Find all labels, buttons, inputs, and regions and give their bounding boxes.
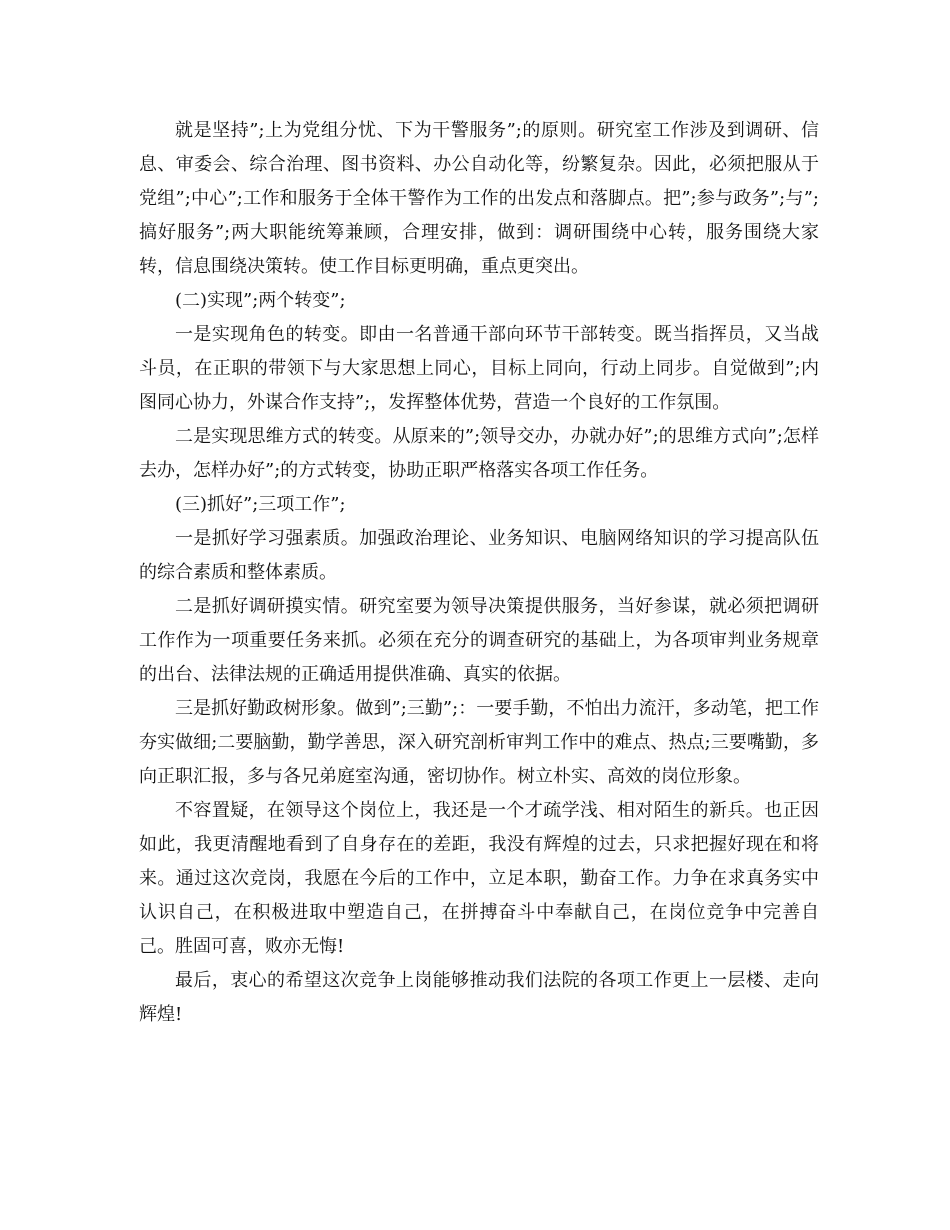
heading-two-transformations: (二)实现”;两个转变”; [175, 290, 346, 311]
paragraph-self-assessment: 不容置疑，在领导这个岗位上，我还是一个才疏学浅、相对陌生的新兵。也正因如此，我更清醒地看到了自身存在的差距，我没有辉煌的过去，只求把握好现在和将来。通过这次竞岗，我愿在今后的工作中，立足本职，勤奋工作。力争在求真务实中认识自己，在积极进取中塑造自己，在拼搏奋斗中奉献自己，在岗位竞争中完善自己。胜固可喜，败亦无悔! [139, 800, 819, 957]
paragraph-thinking-transformation: 二是实现思维方式的转变。从原来的”;领导交办，办就办好”;的思维方式向”;怎样去办，怎样办好”;的方式转变，协助正职严格落实各项工作任务。 [139, 426, 819, 481]
paragraph-closing: 最后，衷心的希望这次竞争上岗能够推动我们法院的各项工作更上一层楼、走向辉煌! [139, 970, 819, 1025]
paragraph-diligence: 三是抓好勤政树形象。做到”;三勤”;：一要手勤，不怕出力流汗，多动笔，把工作夯实做细;二要脑勤，勤学善思，深入研究剖析审判工作中的难点、热点;三要嘴勤，多向正职汇报，多与各兄弟庭室沟通，密切协作。树立朴实、高效的岗位形象。 [139, 698, 819, 787]
paragraph-principle: 就是坚持”;上为党组分忧、下为干警服务”;的原则。研究室工作涉及到调研、信息、审委会、综合治理、图书资料、办公自动化等，纷繁复杂。因此，必须把服从于党组”;中心”;工作和服务于全体干警作为工作的出发点和落脚点。把”;参与政务”;与”;搞好服务”;两大职能统筹兼顾，合理安排，做到：调研围绕中心转，服务围绕大家转，信息围绕决策转。使工作目标更明确，重点更突出。 [139, 120, 819, 277]
document-body [139, 114, 819, 1032]
heading-three-tasks: (三)抓好”;三项工作”; [175, 494, 346, 515]
paragraph-role-transformation: 一是实现角色的转变。即由一名普通干部向环节干部转变。既当指挥员，又当战斗员，在正职的带领下与大家思想上同心，目标上同向，行动上同步。自觉做到”;内图同心协力，外谋合作支持”;，发挥整体优势，营造一个良好的工作氛围。 [139, 324, 819, 413]
paragraph-research: 二是抓好调研摸实情。研究室要为领导决策提供服务，当好参谋，就必须把调研工作作为一项重要任务来抓。必须在充分的调查研究的基础上，为各项审判业务规章的出台、法律法规的正确适用提供准确、真实的依据。 [139, 596, 819, 685]
paragraph-study: 一是抓好学习强素质。加强政治理论、业务知识、电脑网络知识的学习提高队伍的综合素质和整体素质。 [139, 528, 819, 583]
